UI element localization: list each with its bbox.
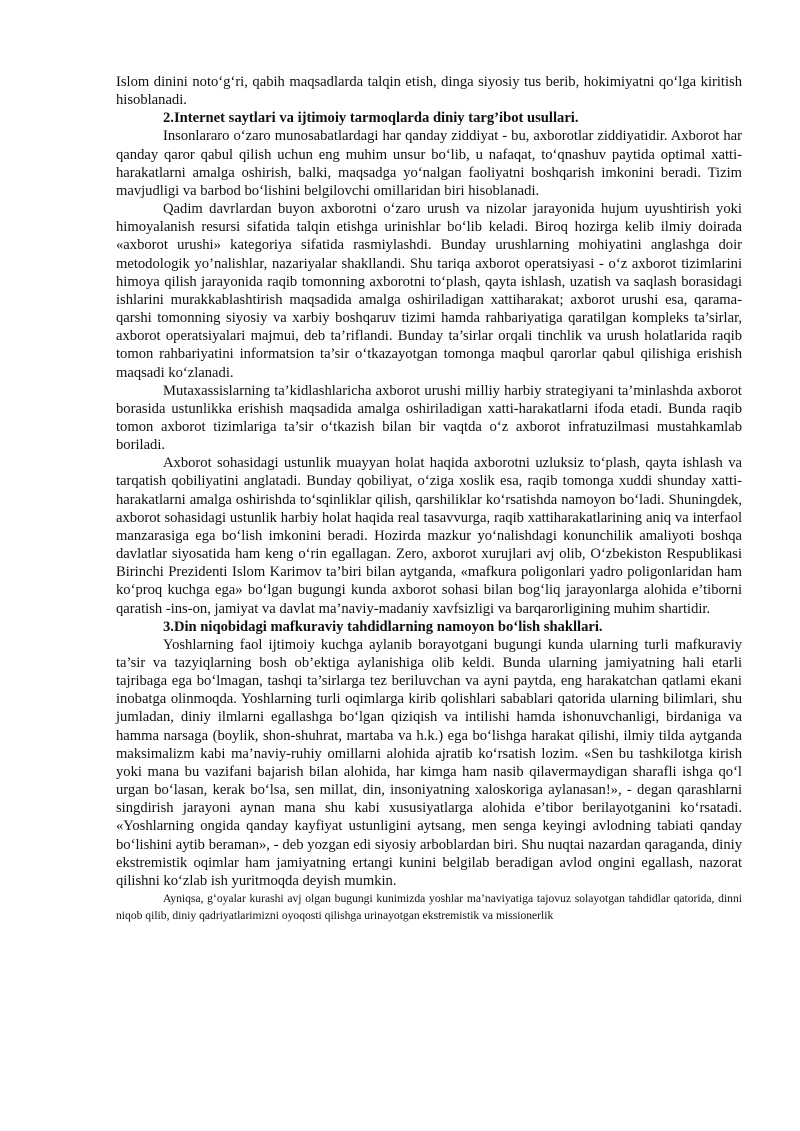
paragraph-footnote-continuation: Ayniqsa, g‘oyalar kurashi avj olgan bugungi kunimizda yoshlar ma’naviyatiga tajovuz solayotgan tahdidlar qatorida, dinni niqob qilib, diniy qadriyatlarimizni oyoqosti qilishga urinayotgan ekstremistik va missionerlik bbox=[116, 892, 742, 922]
paragraph-intro-continuation: Islom dinini noto‘g‘ri, qabih maqsadlarda talqin etish, dinga siyosiy tus berib, hokimiyatni qo‘lga kiritish hisoblanadi. bbox=[116, 74, 742, 109]
paragraph-information-war-history: Qadim davrlardan buyon axborotni o‘zaro urush va nizolar jarayonida hujum uyushtirish yoki himoyalanish resursi sifatida talqin etishga urinishlar bo‘lib keladi. Biroq hozirga kelib ilmiy doirada «axborot urushi» kategoriya sifatida rasmiylashdi. Bunday urushlarning mohiyatini anglashga doir metodologik yo’nalishlar, nazariyalar shakllandi. Shu tariqa axborot operatsiyasi - o‘z axborot tizimlarini himoya qilish jarayonida raqib tomonning axborotni to‘plash, qayta ishlash, uzatish va saqlash borasidagi ishlarini murakkablashtirish maqsadida amalga oshiriladigan xattiharakat; axborot urushi esa, qarama-qarshi tomonning siyosiy va xarbiy boshqaruv tizimi hamda rahbariyatiga qaratilgan kompleks ta’sirlar, axborot operatsiyalari majmui, deb ta’riflandi. Bunday ta’sirlar orqali tinchlik va urush holatlarida raqib tomon rahbariyatini informatsion ta’sir o‘tkazayotgan tomonga maqbul qarorlar qabul qilishiga erishish maqsadi ko‘zlanadi. bbox=[116, 201, 742, 381]
paragraph-youth-influence: Yoshlarning faol ijtimoiy kuchga aylanib borayotgani bugungi kunda ularning turli mafkuraviy ta’sir va tazyiqlarning bosh ob’ektiga aylanishiga olib keldi. Bunda ularning jamiyatning hali etarli tajribaga ega bo‘lmagan, tashqi ta’sirlarga tez beriluvchan va ayni paytda, eng harakatchan qatlami ekani inobatga olinmoqda. Yoshlarning turli oqimlarga kirib qolishlari sabablari qatorida ularning bilimlari, shu jumladan, diniy ilmlarni egallashga bo‘lgan qiziqish va intilishi hamda ishonuvchanligi, birdaniga va hamma narsaga (boylik, shon-shuhrat, martaba va h.k.) ega bo‘lishga harakat qilishi, ilmiy tilda aytganda maksimalizm kabi ma’naviy-ruhiy omillarni alohida ajratib ko‘rsatish lozim. «Sen bu tashkilotga kirish yoki mana bu vazifani bajarish bilan alohida, har kimga ham nasib qilavermaydigan sharafli ishga qo‘l urgan bo‘lasan, kerak bo‘lsa, sen millat, din, insoniyatning xaloskoriga aylanasan!», - degan qarashlarni singdirish jarayoni aynan mana shu kabi xususiyatlarga alohida e’tibor berilayotganini ko‘rsatadi. «Yoshlarning ongida qanday kayfiyat ustunligini aytsang, men senga keyingi avlodning tabiati qanday bo‘lishini aytib beraman», - deb yozgan edi siyosiy arboblardan biri. Shu nuqtai nazardan qaraganda, diniy ekstremistik oqimlar ham jamiyatning ertangi kunini belgilab beradigan avlod ongini egallash, nazorat qilishni ko‘zlab ish yuritmoqda deyish mumkin. bbox=[116, 636, 742, 889]
paragraph-experts-opinion: Mutaxassislarning ta’kidlashlaricha axborot urushi milliy harbiy strategiyani ta’minlashda axborot borasida ustunlikka erishish maqsadida amalga oshiriladigan xatti-harakatlarni ifoda etadi. Bunda raqib tomon axborot tizimlariga ta’sir o‘tkazish bilan bir vaqtda o‘z axborot infratuzilmasi mustahkamlab boriladi. bbox=[116, 382, 742, 454]
paragraph-information-superiority: Axborot sohasidagi ustunlik muayyan holat haqida axborotni uzluksiz to‘plash, qayta ishlash va tarqatish qobiliyatini anglatadi. Bunday qobiliyat, o‘ziga xoslik esa, raqib tomonga xuddi shunday xatti-harakatlarni amalga oshirishda to‘sqinliklar qilish, qarshiliklar ko‘rsatishda namoyon bo‘ladi. Shuningdek, axborot sohasidagi ustunlik harbiy holat haqida real tasavvurga, raqib xattiharakatlarining aniq va interfaol manzarasiga ega bo‘lish imkonini beradi. Hozirda mazkur yo‘nalishdagi konunchilik amaliyoti boshqa davlatlar siyosatida ham keng o‘rin egallagan. Zero, axborot xurujlari avj olib, O‘zbekiston Respublikasi Birinchi Prezidenti Islom Karimov ta’biri bilan aytganda, «mafkura poligonlari yadro poligonlaridan ham ko‘proq kuchga ega» bo‘lgan bugungi kunda axborot sohasi bilan bog‘liq jarayonlarga alohida e’tiborni qaratish -ins-on, jamiyat va davlat ma’naviy-madaniy xavfsizligi va barqarorligining muhim shartidir. bbox=[116, 455, 742, 617]
document-page bbox=[116, 73, 742, 924]
section-heading-2: 2.Internet saytlari va ijtimoiy tarmoqlarda diniy targ’ibot usullari. bbox=[163, 110, 579, 127]
section-heading-3: 3.Din niqobidagi mafkuraviy tahdidlarning namoyon bo‘lish shakllari. bbox=[163, 618, 603, 635]
paragraph-information-conflict: Insonlararo o‘zaro munosabatlardagi har qanday ziddiyat - bu, axborotlar ziddiyatidir. Axborot har qanday qaror qabul qilish uchun eng muhim unsur bo‘lib, u nafaqat, to‘qnashuv paytida optimal xatti-harakatlarni amalga oshirish, balki, maqsadga yo‘nalgan faoliyatni boshqarish imkonini beradi. Tizim mavjudligi va barbod bo‘lishini belgilovchi omillaridan biri hisoblanadi. bbox=[116, 128, 742, 199]
